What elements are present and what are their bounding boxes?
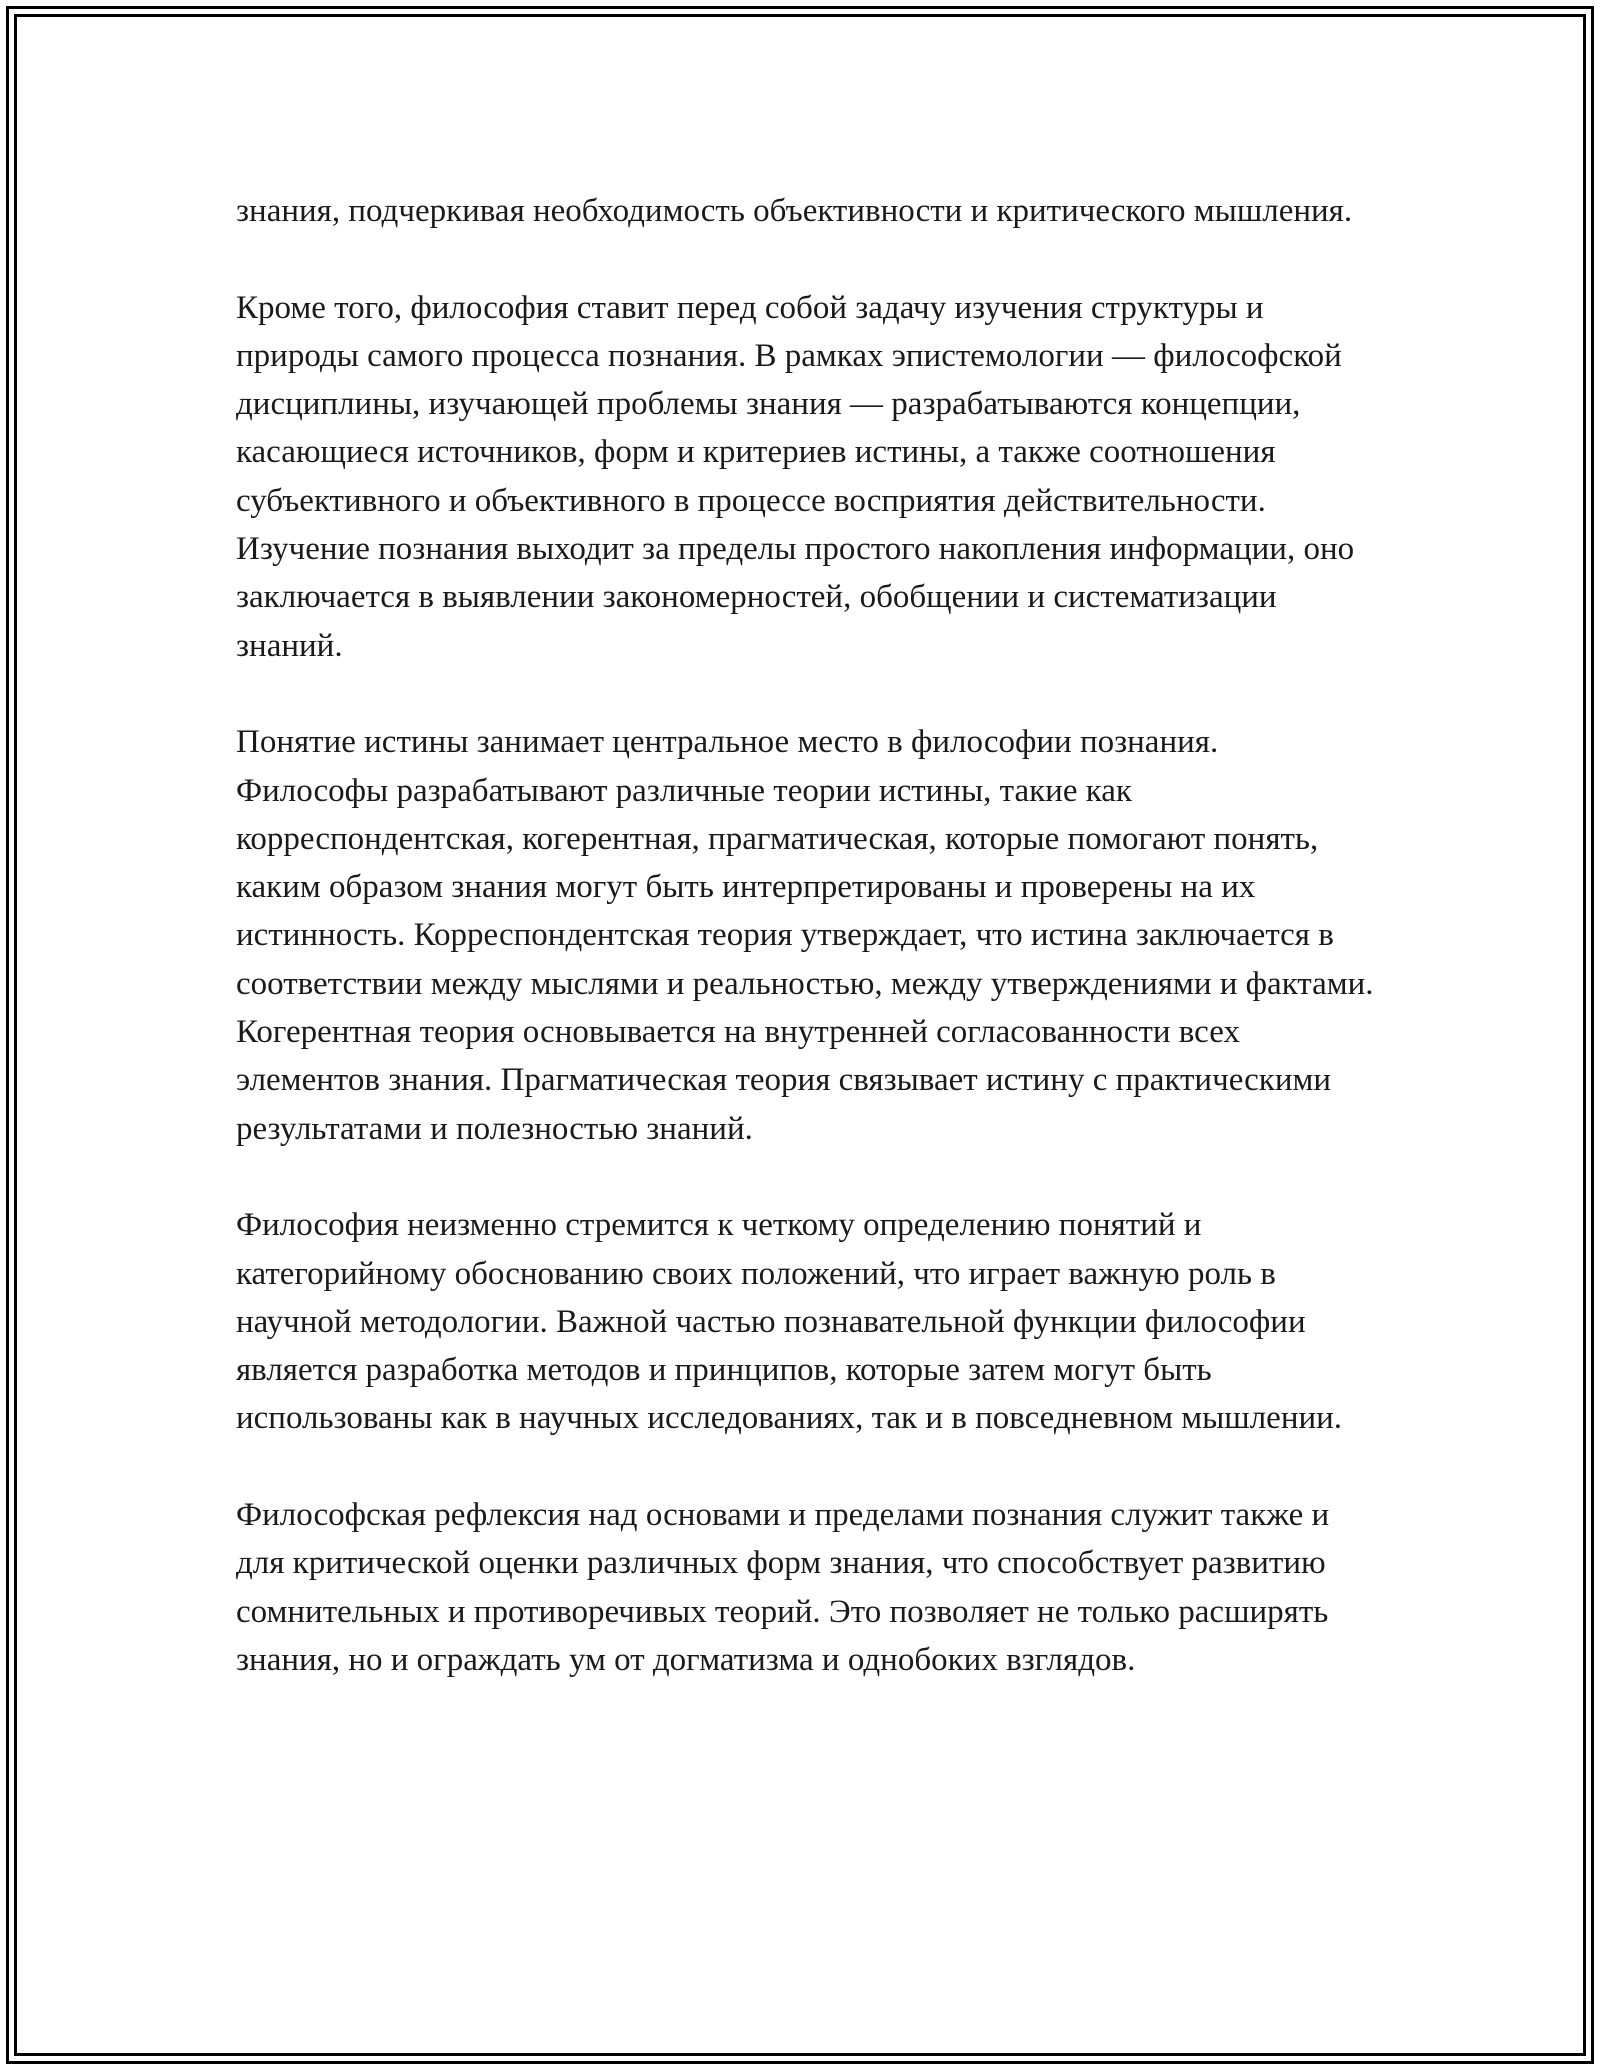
paragraph: Понятие истины занимает центральное место в философии познания. Философы разрабатывают различные теории истины, такие как корреспондентская, когерентная, прагматическая, которые помогают понять, каким образом знания могут быть интерпретированы и проверены на их истинность. Корреспондентская теория утверждает, что истина заключается в соответствии между мыслями и реальностью, между утверждениями и фактами. Когерентная теория основывается на внутренней согласованности всех элементов знания. Прагматическая теория связывает истину с практическими результатами и полезностью знаний. <box>236 724 1374 1147</box>
paragraph: знания, подчеркивая необходимость объективности и критического мышления. <box>236 193 1353 229</box>
paragraph: Философская рефлексия над основами и пределами познания служит также и для критической оценки различных форм знания, что способствует развитию сомнительных и противоречивых теорий. Это позволяет не только расширять знания, но и ограждать ум от догматизма и однобоких взглядов. <box>236 1497 1330 1678</box>
document-body <box>236 187 1376 1684</box>
paragraph: Философия неизменно стремится к четкому определению понятий и категорийному обоснованию своих положений, что играет важную роль в научной методологии. Важной частью познавательной функции философии является разработка методов и принципов, которые затем могут быть использованы как в научных исследованиях, так и в повседневном мышлении. <box>236 1207 1343 1437</box>
paragraph: Кроме того, философия ставит перед собой задачу изучения структуры и природы самого процесса познания. В рамках эпистемологии — философской дисциплины, изучающей проблемы знания — разрабатываются концепции, касающиеся источников, форм и критериев истины, а также соотношения субъективного и объективного в процессе восприятия действительности. Изучение познания выходит за пределы простого накопления информации, оно заключается в выявлении закономерностей, обобщении и систематизации знаний. <box>236 289 1355 664</box>
